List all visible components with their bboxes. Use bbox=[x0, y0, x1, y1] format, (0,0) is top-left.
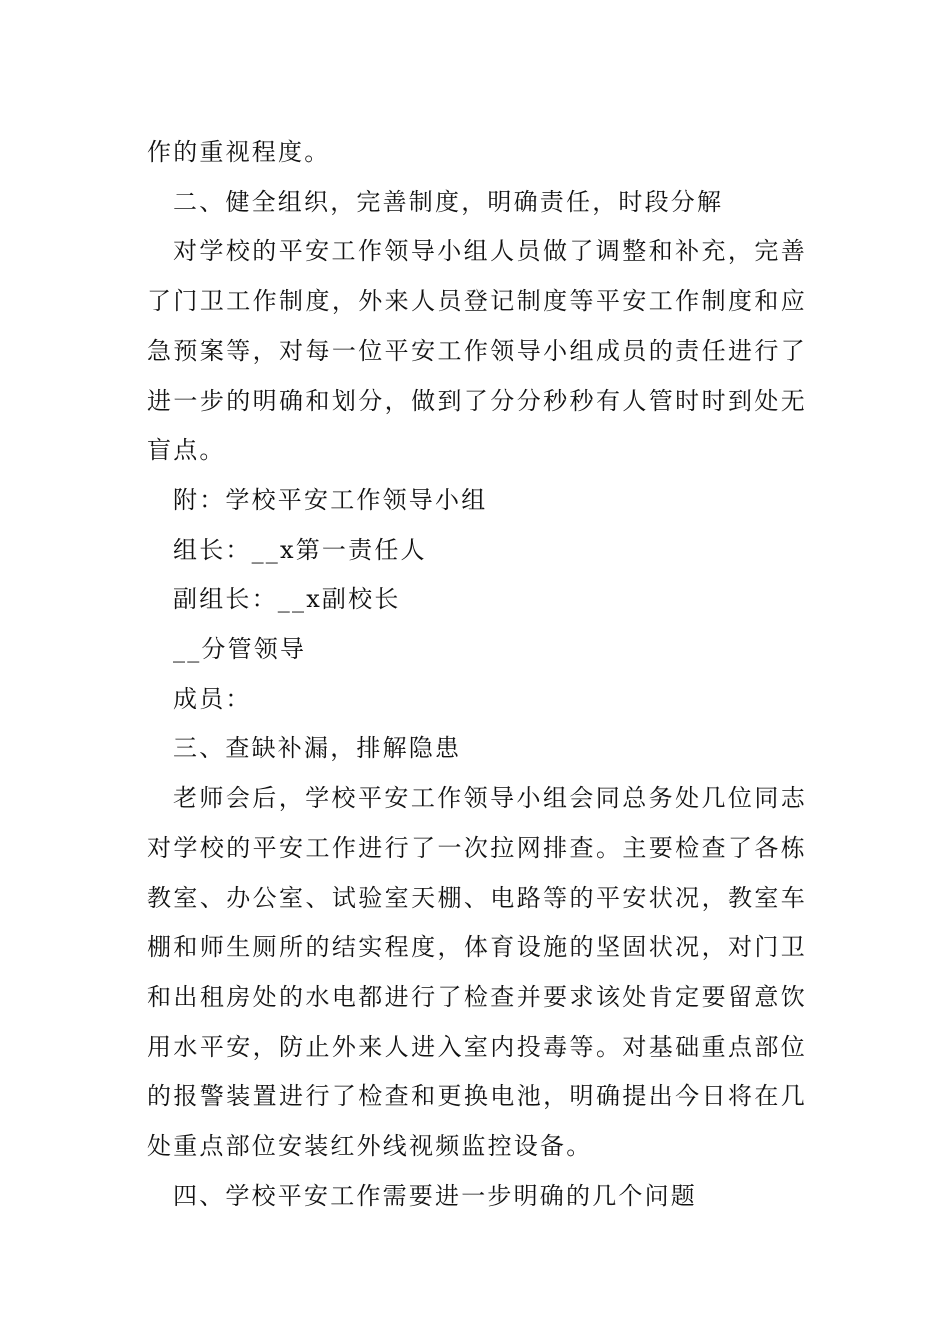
group-leader-line: 组长：__x第一责任人 bbox=[173, 535, 427, 564]
deputy-leader-line: 副组长：__x副校长 bbox=[173, 585, 401, 614]
section-heading-2: 二、健全组织，完善制度，明确责任，时段分解 bbox=[173, 187, 724, 216]
section-heading-4: 四、学校平安工作需要进一步明确的几个问题 bbox=[173, 1181, 697, 1210]
paragraph-organization: 对学校的平安工作领导小组人员做了调整和补充，完善了门卫工作制度，外来人员登记制度等平安工作制度和应急预案等，对每一位平安工作领导小组成员的责任进行了进一步的明确和划分，做到了分分秒秒有人管时时到处无盲点。 bbox=[147, 237, 807, 465]
paragraph-continuation: 作的重视程度。 bbox=[147, 138, 331, 166]
division-leader-line: __分管领导 bbox=[173, 635, 307, 664]
section-heading-3: 三、查缺补漏，排解隐患 bbox=[173, 734, 462, 763]
members-line: 成员： bbox=[173, 684, 252, 713]
document-body bbox=[147, 128, 807, 1221]
paragraph-inspection: 老师会后，学校平安工作领导小组会同总务处几位同志对学校的平安工作进行了一次拉网排查。主要检查了各栋教室、办公室、试验室天棚、电路等的平安状况，教室车棚和师生厕所的结实程度，体育设施的坚固状况，对门卫和出租房处的水电都进行了检查并要求该处肯定要留意饮用水平安，防止外来人进入室内投毒等。对基础重点部位的报警装置进行了检查和更换电池，明确提出今日将在几处重点部位安装红外线视频监控设备。 bbox=[147, 784, 807, 1161]
appendix-title: 附：学校平安工作领导小组 bbox=[173, 485, 488, 514]
